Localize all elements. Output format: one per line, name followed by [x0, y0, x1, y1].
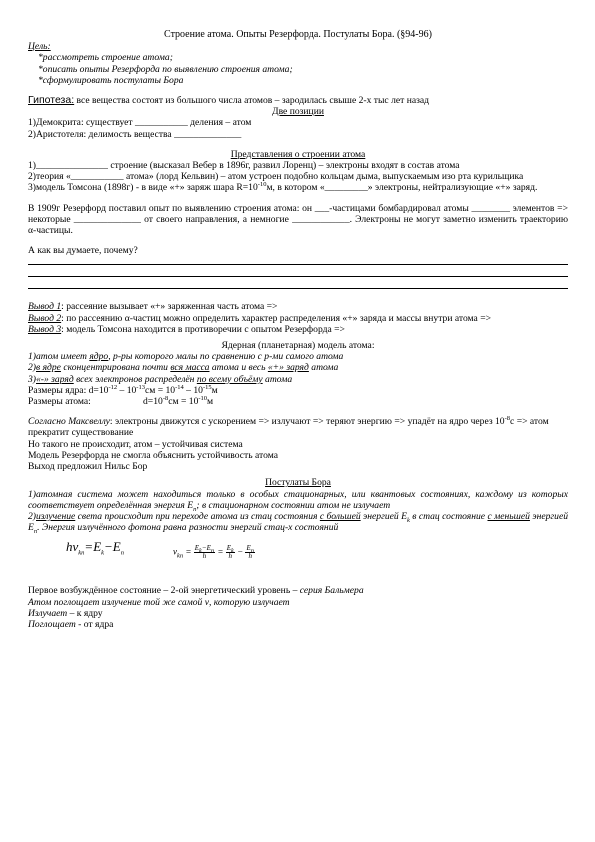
hypothesis-line [28, 95, 568, 106]
bohr-postulate-2 [28, 510, 568, 536]
maxwell-line-2: Но такого не происходит, атом – устойчивая система [28, 438, 243, 450]
goal-item: *сформулировать постулаты Бора [38, 74, 184, 86]
text: k [231, 547, 234, 555]
answer-line[interactable] [28, 280, 568, 289]
text: энергией E [28, 510, 568, 534]
text: = [183, 546, 194, 557]
bohr-postulate-1 [28, 489, 568, 511]
formula-area [28, 533, 568, 585]
text: h [202, 552, 207, 561]
text: E [246, 544, 251, 553]
text: k [199, 547, 202, 555]
text: сконцентрирована почти [60, 362, 171, 374]
text: ядро [89, 351, 109, 363]
nuclear-item-2 [28, 362, 568, 373]
text: ; в стационарном состоянии атом не излучает [196, 499, 391, 511]
final-line-2: Атом поглощает излучение той же самой ν, которую излучает [28, 596, 290, 608]
text: Поглощает [28, 618, 76, 630]
text: серия Бальмера [299, 585, 364, 597]
document-page [28, 29, 568, 630]
photon-energy-formula [66, 539, 124, 557]
frequency-formula [173, 545, 255, 560]
fraction [226, 545, 235, 560]
text: -13 [136, 383, 145, 391]
text: ν [173, 546, 177, 557]
idea-item: 1)_______________ строение (высказал Вебер в 1896г, развил Лоренц) – электроны входят в состав атома [28, 160, 460, 172]
conclusion-3 [28, 324, 568, 335]
text: энергией E [360, 510, 407, 522]
text: атома [262, 373, 293, 385]
conclusion-label: Вывод 3 [28, 323, 62, 335]
nuclear-model-heading: Ядерная (планетарная) модель атома: [221, 340, 375, 352]
text: k [101, 549, 105, 557]
atom-size [28, 396, 568, 407]
position-item: 1)Демокрита: существует ___________ деления – атом [28, 117, 252, 129]
text: E [226, 544, 231, 553]
text: см = 10 [168, 396, 199, 408]
text: h [228, 552, 233, 561]
text: 2) [28, 510, 36, 522]
final-line-1 [28, 585, 568, 596]
text: всех электронов распределён [73, 373, 197, 385]
goal-item: *рассмотреть строение атома; [38, 52, 173, 64]
text: n [193, 505, 197, 513]
text: -15 [202, 383, 212, 391]
maxwell-line-4: Выход предложил Нильс Бор [28, 461, 148, 473]
text: м [207, 396, 214, 408]
idea-item-thomson [28, 182, 568, 193]
thomson-text: 3)модель Томсона (1898г) - в виде «+» заряж шара R=10 [28, 182, 258, 194]
text: с большей [319, 510, 361, 522]
hypothesis-text: все вещества состоят из большого числа атомов – зародилась свыше 2-х тыс лет назад [74, 95, 430, 107]
text: - от ядра [75, 618, 114, 630]
conclusion-1 [28, 301, 568, 312]
thomson-text-2: м, в котором «_________» электроны, нейтрализующие «+» заряд. [266, 182, 538, 194]
text: -12 [108, 383, 118, 391]
text: «-» заряд [36, 373, 74, 385]
conclusion-label: Вывод 1 [28, 301, 62, 313]
conclusion-label: Вывод 2 [28, 312, 62, 324]
text: . Энергия излучённого фотона равна разности энергий стац-х состояний [37, 522, 339, 534]
thomson-exp: -10 [257, 181, 267, 189]
answer-line[interactable] [28, 256, 568, 265]
text: м [211, 384, 218, 396]
text: атома [308, 362, 339, 374]
nucleus-size [28, 385, 568, 396]
text: «+» заряд [267, 362, 309, 374]
text: 3) [28, 373, 36, 385]
text: Размеры ядра: d=10 [28, 384, 109, 396]
text: − [237, 546, 246, 557]
text: 1)атом имеет [28, 351, 90, 363]
text: Первое возбуждённое состояние – 2-ой энергетический уровень – [28, 585, 300, 597]
final-line-3 [28, 608, 568, 619]
hypothesis-label: Гипотеза: [28, 94, 75, 107]
goal-label: Цель: [28, 41, 51, 53]
text: k [406, 516, 410, 524]
fraction [194, 545, 215, 560]
text: kn [78, 549, 85, 557]
maxwell-line-1 [28, 416, 568, 438]
text: hν [66, 539, 79, 555]
text: излучение [36, 510, 76, 522]
two-positions-heading: Две позиции [272, 106, 324, 118]
text: = [217, 546, 226, 557]
text: n [250, 547, 254, 555]
text: с => атом прекратит существование [28, 416, 549, 439]
rutherford-paragraph: В 1909г Резерфорд поставил опыт по выявлению строения атома: он ___-частицами бомбардировал атомы ________ элементов => некоторые ______________ от своего направления, а немногие ____________. Электроны не могут заметно изменить траекторию α-частицы. [28, 202, 568, 237]
text: Размеры атома: [28, 396, 91, 408]
text: по всему объёму [196, 373, 263, 385]
text: – 10 [117, 384, 137, 396]
question-text: А как вы думаете, почему? [28, 245, 138, 257]
ideas-heading: Представления о строении атома [230, 148, 366, 160]
text: – к ядру [67, 607, 103, 619]
page-title: Строение атома. Опыты Резерфорда. Постулаты Бора. (§94-96) [164, 29, 432, 40]
text: -14 [175, 383, 184, 391]
text: , р-ры которого малы по сравнению с р-ми самого атома [108, 351, 344, 363]
goal-item: *описать опыты Резерфорда по выявлению строения атома; [38, 63, 293, 75]
text: d=10 [143, 396, 163, 408]
text: kn [177, 552, 184, 560]
text: -8 [504, 415, 511, 423]
text: n [120, 549, 124, 557]
text: с меньшей [487, 510, 530, 522]
maxwell-line-3: Модель Резерфорда не смогла объяснить устойчивость атома [28, 449, 278, 461]
text: см = 10 [144, 384, 176, 396]
text: света происходит при переходе атома из стац состояния [75, 510, 320, 522]
text: n [210, 547, 215, 555]
idea-item: 2)теория «___________ атома» (лорд Кельвин) – атом устроен подобно кольцам дыма, выпускаемым изо рта курильщика [28, 171, 524, 183]
text: : электроны движутся с ускорением => излучают => теряют энергию => упадёт на ядро через 10 [109, 416, 505, 428]
text: Согласно Максвеллу [28, 416, 110, 428]
conclusion-2 [28, 313, 568, 324]
nuclear-item-1 [28, 351, 568, 362]
text: −E [104, 539, 121, 555]
text: h [248, 552, 252, 561]
text: -8 [162, 394, 169, 402]
text: −E [201, 544, 211, 553]
text: 1)атомная система может находиться только в особых стационарных, или квантовых состояниях, каждому из которых соответствует определённая энергия E [28, 488, 568, 511]
text: Излучает [28, 607, 68, 619]
conclusion-text: : рассеяние вызывает «+» заряженная часть атома => [61, 301, 278, 313]
conclusion-text: : по рассеянию α-частиц можно определить характер распределения «+» заряда и массы внутри атома => [61, 312, 492, 324]
text: в стац состояние [409, 510, 488, 522]
text: вся масса [170, 362, 210, 374]
bohr-heading: Постулаты Бора [265, 477, 331, 489]
text: -10 [198, 394, 208, 402]
fraction [245, 545, 255, 560]
text: 2) [28, 362, 36, 374]
text: атома и весь [209, 362, 268, 374]
text: – 10 [183, 384, 203, 396]
text: n [33, 528, 38, 536]
text: в ядре [36, 362, 61, 374]
answer-line[interactable] [28, 268, 568, 277]
final-line-4 [28, 619, 568, 630]
text: E [194, 544, 199, 553]
position-item: 2)Аристотеля: делимость вещества ______________ [28, 128, 242, 140]
text: =E [84, 539, 102, 555]
conclusion-text: : модель Томсона находится в противоречии с опытом Резерфорда => [61, 323, 345, 335]
